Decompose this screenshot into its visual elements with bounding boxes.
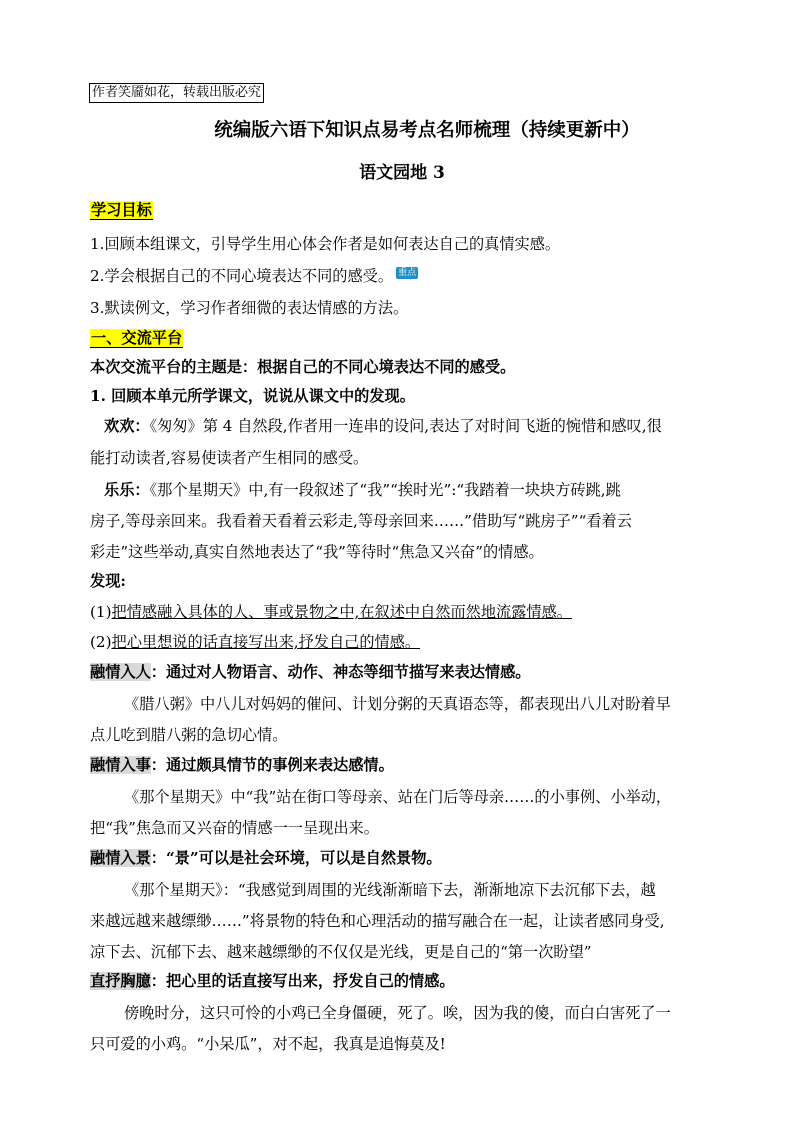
event-label: 融情入事 [90,756,151,774]
lele-line-1 [90,475,702,506]
direct-label: 直抒胸臆 [90,972,151,990]
objective-3: 3.默读例文，学习作者细微的表达情感的方法。 [90,299,409,317]
scene-desc: ：“景”可以是社会环境，可以是自然景物。 [150,849,442,867]
scene-line-3: 凉下去、沉郁下去、越来越缥缈的不仅仅是光线，更是自己的“第一次盼望” [90,943,592,961]
key-point-badge: 重点 [398,268,417,278]
person-line-2: 点儿吃到腊八粥的急切心情。 [90,726,288,744]
direct-line-2: 只可爱的小鸡。“小呆瓜”，对不起，我真是追悔莫及! [90,1035,446,1053]
objective-1: 1.回顾本组课文，引导学生用心体会作者是如何表达自己的真情实感。 [90,235,561,253]
discovery-label: 发现: [90,572,126,590]
direct-heading [90,966,702,997]
author-note: 作者笑靥如花，转载出版必究 [89,83,264,103]
scene-heading [90,843,702,874]
event-line-1: 《那个星期天》中“我”站在街口等母亲、站在门后等母亲……的小事例、小举动， [124,788,672,806]
event-line-2: 把“我”焦急而又兴奋的情感一一呈现出来。 [90,819,379,837]
list-number: (1) [90,603,112,621]
person-label: 融情入人 [90,663,151,681]
section-label: 一、交流平台 [91,329,183,347]
scene-line-1: 《那个星期天》：“我感觉到周围的光线渐渐暗下去，渐渐地凉下去沉郁下去，越 [124,881,656,899]
event-desc: ：通过颇具情节的事例来表达感情。 [150,756,394,774]
discovery-1 [90,597,702,628]
speaker-name: 乐乐： [104,481,150,499]
discovery-2-text: 把心里想说的话直接写出来,抒发自己的情感。 [111,633,421,651]
page-subtitle: 语文园地 3 [359,163,445,183]
huanhuan-line-2: 能打动读者,容易使读者产生相同的感受。 [90,449,369,467]
lele-line-3: 彩走”这些举动,真实自然地表达了“我”等待时“焦急又兴奋”的情感。 [90,543,544,561]
event-heading [90,750,702,781]
huanhuan-text: 《匆匆》第 4 自然段,作者用一连串的设问,表达了对时间飞逝的惋惜和感叹,很 [149,417,662,435]
section-exchange-heading [90,323,702,354]
person-heading [90,657,702,688]
list-number: (2) [90,633,112,651]
section-objectives-heading [90,195,702,226]
discovery-2 [90,627,702,658]
theme-statement: 本次交流平台的主题是：根据自己的不同心境表达不同的感受。 [90,358,516,376]
scene-line-2: 来越远越来越缥缈……”将景物的特色和心理活动的描写融合在一起，让读者感同身受, [90,912,665,930]
lele-line-2: 房子,等母亲回来。我看着天看着云彩走,等母亲回来……”借助写“跳房子”“看着云 [90,512,632,530]
question-1: 1. 回顾本单元所学课文，说说从课文中的发现。 [90,387,415,405]
speaker-name: 欢欢： [104,417,150,435]
huanhuan-line-1 [90,411,702,442]
page-title: 统编版六语下知识点易考点名师梳理（持续更新中） [214,120,640,141]
direct-line-1: 傍晚时分，这只可怜的小鸡已全身僵硬，死了。唉，因为我的傻，而白白害死了一 [124,1004,671,1022]
discovery-1-text: 把情感融入具体的人、事或景物之中,在叙述中自然而然地流露情感。 [111,603,572,621]
person-line-1: 《腊八粥》中八儿对妈妈的催问、计划分粥的天真语态等，都表现出八儿对盼着早 [124,695,671,713]
section-label: 学习目标 [91,201,152,219]
objective-2 [90,261,702,292]
objective-2-text: 2.学会根据自己的不同心境表达不同的感受。 [90,267,394,285]
person-desc: ：通过对人物语言、动作、神态等细节描写来表达情感。 [150,663,531,681]
scene-label: 融情入景 [90,849,151,867]
direct-desc: ：把心里的话直接写出来，抒发自己的情感。 [150,972,455,990]
lele-text: 《那个星期天》中,有一段叙述了“我”“挨时光”:“我踏着一块块方砖跳,跳 [149,481,621,499]
